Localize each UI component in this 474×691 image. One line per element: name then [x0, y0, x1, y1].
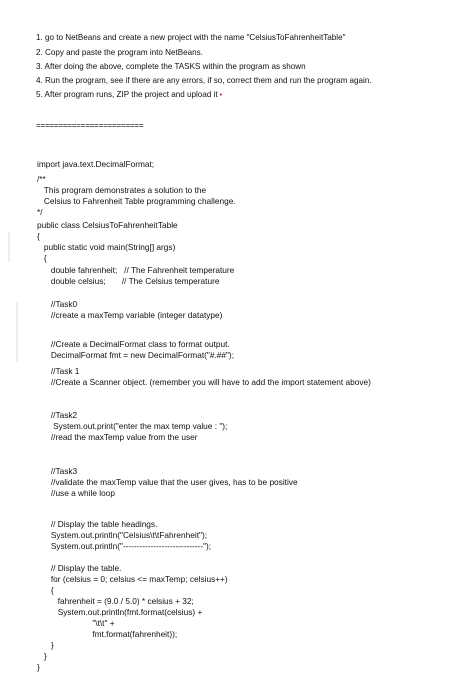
- code-line: System.out.print("enter the max temp value : ");: [37, 421, 228, 431]
- instruction-5-text: 5. After program runs, ZIP the project and upload it: [36, 90, 218, 99]
- code-line: System.out.println("-----------------------------");: [37, 541, 212, 551]
- code-line: for (celsius = 0; celsius <= maxTemp; celsius++): [37, 574, 228, 584]
- code-line: Celsius to Fahrenheit Table programming challenge.: [37, 196, 236, 206]
- code-line: //use a while loop: [37, 488, 115, 498]
- instruction-4: 4. Run the program, see if there are any errors, if so, correct them and run the program again.: [36, 76, 372, 85]
- code-line: This program demonstrates a solution to the: [37, 185, 207, 195]
- code-line: import java.text.DecimalFormat;: [37, 159, 155, 169]
- code-line: double celsius; // The Celsius temperature: [37, 276, 220, 286]
- code-line: //create a maxTemp variable (integer datatype): [37, 310, 223, 320]
- code-line: {: [37, 585, 54, 595]
- code-line: //read the maxTemp value from the user: [37, 432, 198, 442]
- code-line: }: [37, 651, 47, 661]
- code-line: public class CelsiusToFahrenheitTable: [37, 220, 178, 230]
- code-line: //Task 1: [37, 366, 80, 376]
- instruction-1: 1. go to NetBeans and create a new project with the name "CelsiusToFahrenheitTable": [36, 33, 346, 42]
- instruction-3: 3. After doing the above, complete the TASKS within the program as shown: [36, 62, 306, 71]
- red-mark-icon: •: [217, 92, 223, 99]
- left-edge-mark: [8, 232, 10, 262]
- code-line: }: [37, 662, 40, 672]
- code-line: fahrenheit = (9.0 / 5.0) * celsius + 32;: [37, 596, 194, 606]
- code-line: "\t\t" +: [37, 618, 115, 628]
- left-edge-mark: [16, 302, 18, 362]
- code-line: */: [37, 207, 43, 217]
- code-line: //validate the maxTemp value that the user gives, has to be positive: [37, 477, 298, 487]
- instruction-2: 2. Copy and paste the program into NetBeans.: [36, 48, 203, 57]
- code-line: //Task3: [37, 466, 78, 476]
- code-line: //Task2: [37, 410, 78, 420]
- code-line: double fahrenheit; // The Fahrenheit temperature: [37, 265, 235, 275]
- instruction-5: [36, 89, 222, 101]
- code-line: }: [37, 640, 54, 650]
- code-line: /**: [37, 174, 46, 184]
- code-line: System.out.println("Celsius\t\tFahrenheit");: [37, 530, 208, 540]
- code-line: // Display the table headings.: [37, 519, 158, 529]
- code-line: System.out.println(fmt.format(celsius) +: [37, 607, 203, 617]
- code-line: DecimalFormat fmt = new DecimalFormat("#.##");: [37, 350, 234, 360]
- code-line: {: [37, 253, 47, 263]
- code-line: fmt.format(fahrenheit));: [37, 629, 178, 639]
- code-line: {: [37, 231, 40, 241]
- code-line: // Display the table.: [37, 563, 122, 573]
- code-line: //Create a DecimalFormat class to format output.: [37, 339, 230, 349]
- code-line: //Create a Scanner object. (remember you will have to add the import statement above): [37, 377, 371, 387]
- code-line: public static void main(String[] args): [37, 242, 176, 252]
- separator-line: ========================: [36, 121, 144, 130]
- code-line: //Task0: [37, 299, 78, 309]
